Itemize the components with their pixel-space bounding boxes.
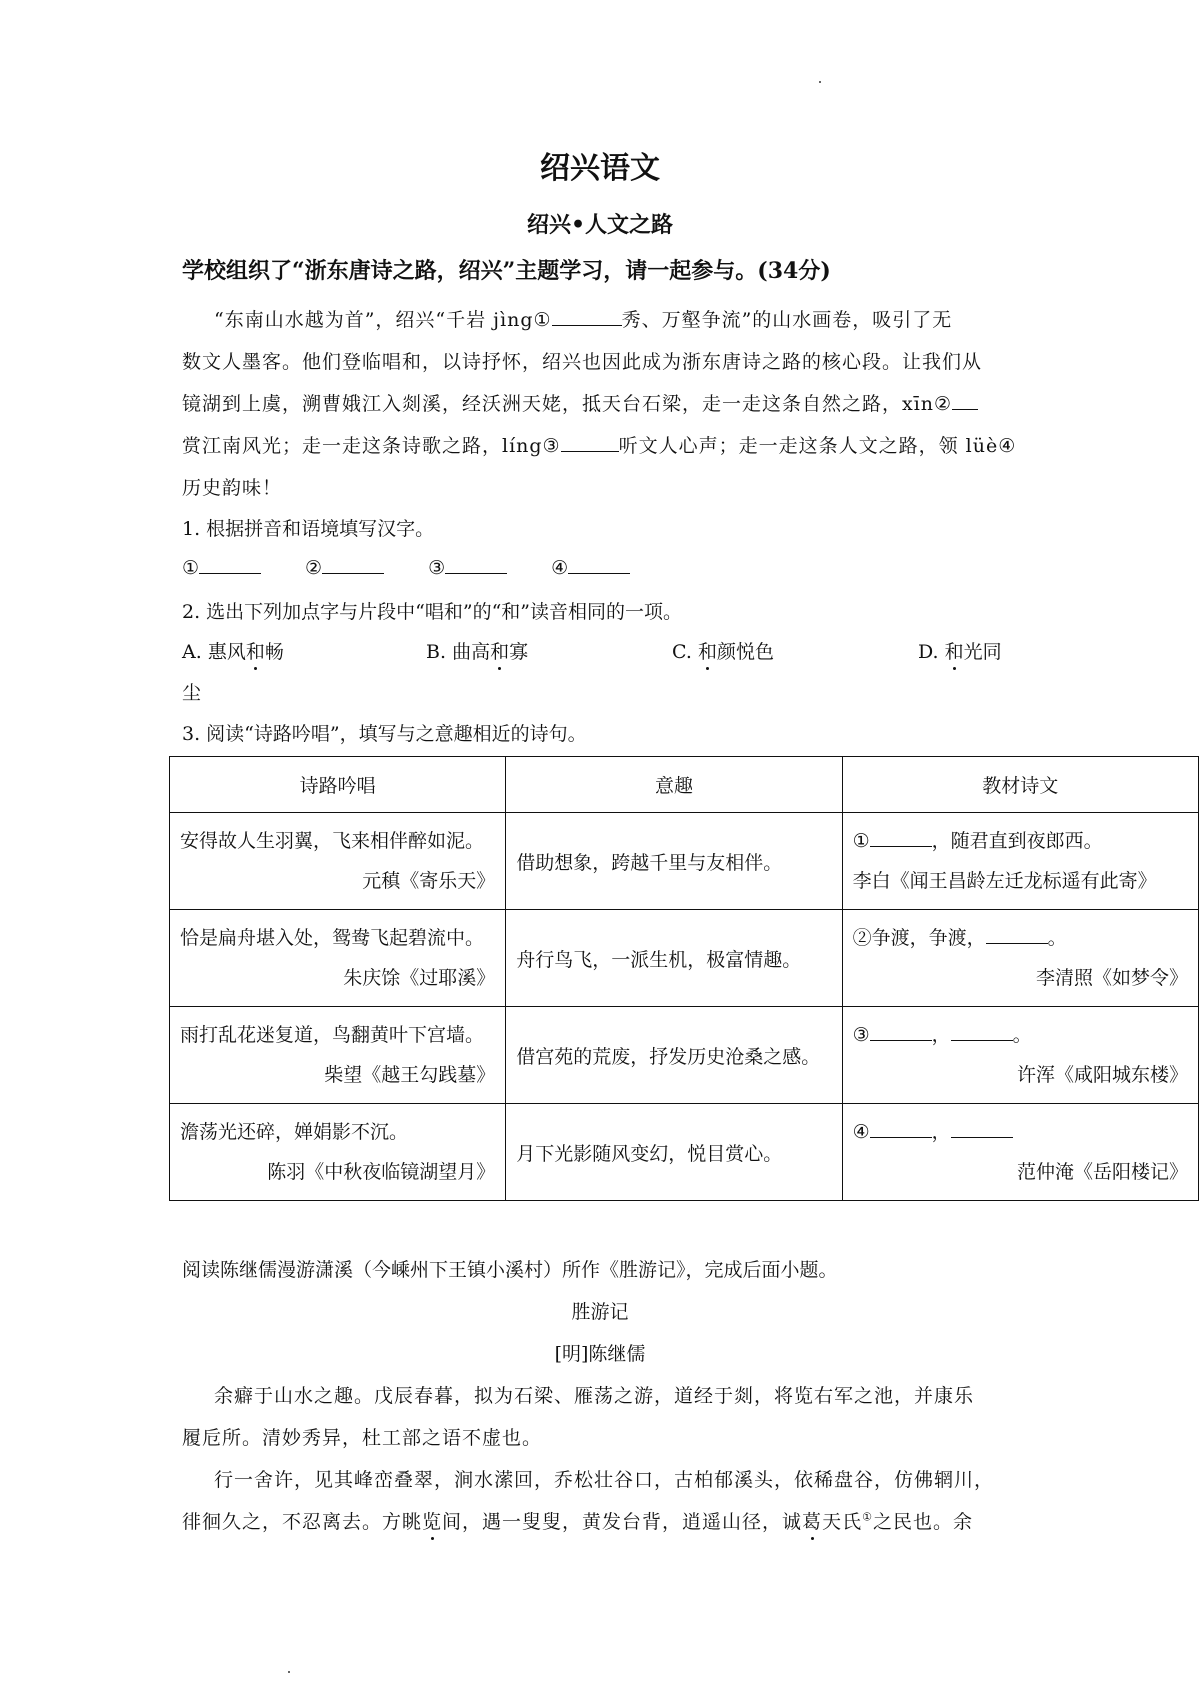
q1-blank-2[interactable] [322, 555, 384, 574]
option-text: 寡 [509, 641, 529, 663]
poem-source: 陈羽《中秋夜临镜湖望月》 [267, 1161, 496, 1183]
text-fragment: ③ [852, 1024, 870, 1046]
passage-line-5: 历史韵味！ [182, 477, 283, 499]
option-text: 曲高 [452, 641, 491, 663]
q1-blank-1[interactable] [199, 555, 261, 574]
text-fragment: 。 [1047, 927, 1067, 949]
poem-line: 安得故人生羽翼，飞来相伴醉如泥。 [180, 830, 485, 852]
reading-title: 胜游记 [571, 1301, 629, 1323]
answer-blank-3[interactable] [561, 433, 619, 452]
poem-source: 元稹《寄乐天》 [362, 870, 496, 892]
blank-label: ④ [551, 557, 569, 579]
poem-cell [170, 813, 506, 910]
section-heading: 学校组织了“浙东唐诗之路，绍兴”主题学习，请一起参与。(34分) [182, 258, 831, 284]
reading-text: 间，遇一叟叟，黄发台背，逍遥山径，诚 [442, 1511, 803, 1533]
reading-p2-line1: 行一舍许，见其峰峦叠翠，涧水潆回，乔松壮谷口，古柏郁溪头，依稀盘谷，仿佛辋川， [214, 1469, 995, 1491]
text-source: 范仲淹《岳阳楼记》 [1016, 1161, 1188, 1183]
dotted-char: 葛 [802, 1511, 823, 1533]
text-line [853, 1015, 1188, 1055]
dotted-char: 和 [245, 641, 265, 663]
header-meaning: 意趣 [506, 757, 842, 813]
table-blank-1[interactable] [870, 828, 932, 847]
text-source: 李清照《如梦令》 [1035, 967, 1188, 989]
text-cell [842, 910, 1198, 1007]
option-text: 畅 [264, 641, 284, 663]
text-fragment: 。 [1012, 1024, 1032, 1046]
passage-line-2: 数文人墨客。他们登临唱和，以诗抒怀，绍兴也因此成为浙东唐诗之路的核心段。让我们从 [182, 351, 983, 373]
passage-line-4 [182, 431, 1016, 458]
passage-text: 镜湖到上虞，溯曹娥江入剡溪，经沃洲天姥，抵天台石梁，走一走这条自然之路，xīn② [182, 393, 953, 415]
dotted-char: 和 [490, 641, 510, 663]
option-text: 光同 [963, 641, 1002, 663]
reading-text: 天氏 [822, 1511, 863, 1533]
passage-line-1 [214, 305, 952, 332]
blank-label: ③ [428, 557, 446, 579]
table-row [170, 1104, 1199, 1201]
reading-p1-line1: 余癖于山水之趣。戊辰春暮，拟为石梁、雁荡之游，道经于剡，将览右军之池，并康乐 [214, 1385, 975, 1407]
option-b[interactable] [426, 637, 528, 664]
text-line [853, 1112, 1188, 1152]
passage-text: “东南山水越为首”，绍兴“千岩 jìng① [214, 309, 552, 331]
page-title: 绍兴语文 [540, 151, 660, 186]
text-cell [842, 1104, 1198, 1201]
option-text: 颜悦色 [716, 641, 774, 663]
blank-label: ② [305, 557, 323, 579]
reading-author: [明]陈继儒 [554, 1343, 646, 1365]
poem-line: 雨打乱花迷复道，鸟翻黄叶下宫墙。 [180, 1024, 485, 1046]
option-text: 惠风 [207, 641, 246, 663]
text-line [853, 918, 1188, 958]
option-label: C. [672, 641, 692, 663]
passage-line-3 [182, 389, 978, 416]
passage-text: 秀、万壑争流”的山水画卷，吸引了无 [621, 309, 953, 331]
reading-text: 之民也。余 [872, 1511, 973, 1533]
passage-text: 赏江南风光；走一走这条诗歌之路，líng③ [182, 435, 561, 457]
passage-text: 听文人心声；走一走这条人文之路，领 lüè④ [618, 435, 1017, 457]
poem-line: 恰是扁舟堪入处，鸳鸯飞起碧流中。 [180, 927, 485, 949]
text-cell [842, 1007, 1198, 1104]
q1-blank-3[interactable] [445, 555, 507, 574]
question-3-stem: 3. 阅读“诗路吟唱”，填写与之意趣相近的诗句。 [182, 723, 587, 745]
header-text: 教材诗文 [842, 757, 1198, 813]
page-subtitle: 绍兴•人文之路 [526, 212, 674, 238]
option-a[interactable] [182, 637, 284, 664]
text-fragment: ，随君直到夜郎西。 [931, 830, 1103, 852]
dotted-char: 和 [944, 641, 964, 663]
poem-source: 柴望《越王勾践墓》 [324, 1064, 496, 1086]
table-blank-4a[interactable] [870, 1119, 932, 1138]
dotted-char: 览 [422, 1511, 443, 1533]
table-row [170, 1007, 1199, 1104]
table-blank-3b[interactable] [951, 1022, 1013, 1041]
option-label: A. [182, 641, 202, 663]
scan-speck [819, 81, 821, 83]
answer-blank-1[interactable] [552, 307, 622, 326]
poem-cell [170, 910, 506, 1007]
meaning-cell: 舟行鸟飞，一派生机，极富情趣。 [506, 910, 842, 1007]
question-1-blanks [182, 555, 630, 579]
poem-cell [170, 1104, 506, 1201]
poem-table [169, 756, 1199, 1201]
dotted-char: 和 [697, 641, 717, 663]
answer-blank-2[interactable] [952, 391, 978, 410]
text-cell [842, 813, 1198, 910]
table-blank-4b[interactable] [951, 1119, 1013, 1138]
text-fragment: ， [931, 1121, 951, 1143]
table-header-row [170, 757, 1199, 813]
option-d-wrap: 尘 [182, 682, 202, 704]
table-blank-2[interactable] [986, 925, 1048, 944]
option-c[interactable] [672, 637, 774, 664]
reading-text: 徘徊久之，不忍离去。方眺 [182, 1511, 423, 1533]
option-d[interactable] [918, 637, 1002, 664]
table-blank-3a[interactable] [870, 1022, 932, 1041]
scan-speck [288, 1671, 290, 1673]
text-source: 李白《闻王昌龄左迁龙标遥有此寄》 [852, 870, 1157, 892]
text-source: 许浑《咸阳城东楼》 [1016, 1064, 1188, 1086]
reading-p2-line2 [182, 1507, 973, 1534]
meaning-cell: 借宫苑的荒废，抒发历史沧桑之感。 [506, 1007, 842, 1104]
reading-p1-line2: 履卮所。清妙秀异，杜工部之语不虚也。 [182, 1427, 543, 1449]
table-row [170, 813, 1199, 910]
text-line [853, 821, 1188, 861]
header-poem: 诗路吟唱 [170, 757, 506, 813]
text-fragment: ②争渡，争渡， [852, 927, 986, 949]
q1-blank-4[interactable] [568, 555, 630, 574]
option-label: B. [426, 641, 447, 663]
text-fragment: ① [852, 830, 870, 852]
poem-cell [170, 1007, 506, 1104]
reading-intro: 阅读陈继儒漫游潇溪（今嵊州下王镇小溪村）所作《胜游记》，完成后面小题。 [182, 1259, 838, 1281]
meaning-cell: 借助想象，跨越千里与友相伴。 [506, 813, 842, 910]
table-row [170, 910, 1199, 1007]
question-1-stem: 1. 根据拼音和语境填写汉字。 [182, 518, 435, 540]
question-2-stem: 2. 选出下列加点字与片段中“唱和”的“和”读音相同的一项。 [182, 601, 683, 623]
poem-line: 澹荡光还碎，婵娟影不沉。 [180, 1121, 409, 1143]
footnote-marker[interactable]: ① [862, 1510, 873, 1524]
option-label: D. [918, 641, 939, 663]
poem-source: 朱庆馀《过耶溪》 [343, 967, 496, 989]
text-fragment: ④ [852, 1121, 870, 1143]
text-fragment: ， [931, 1024, 951, 1046]
blank-label: ① [182, 557, 200, 579]
meaning-cell: 月下光影随风变幻，悦目赏心。 [506, 1104, 842, 1201]
